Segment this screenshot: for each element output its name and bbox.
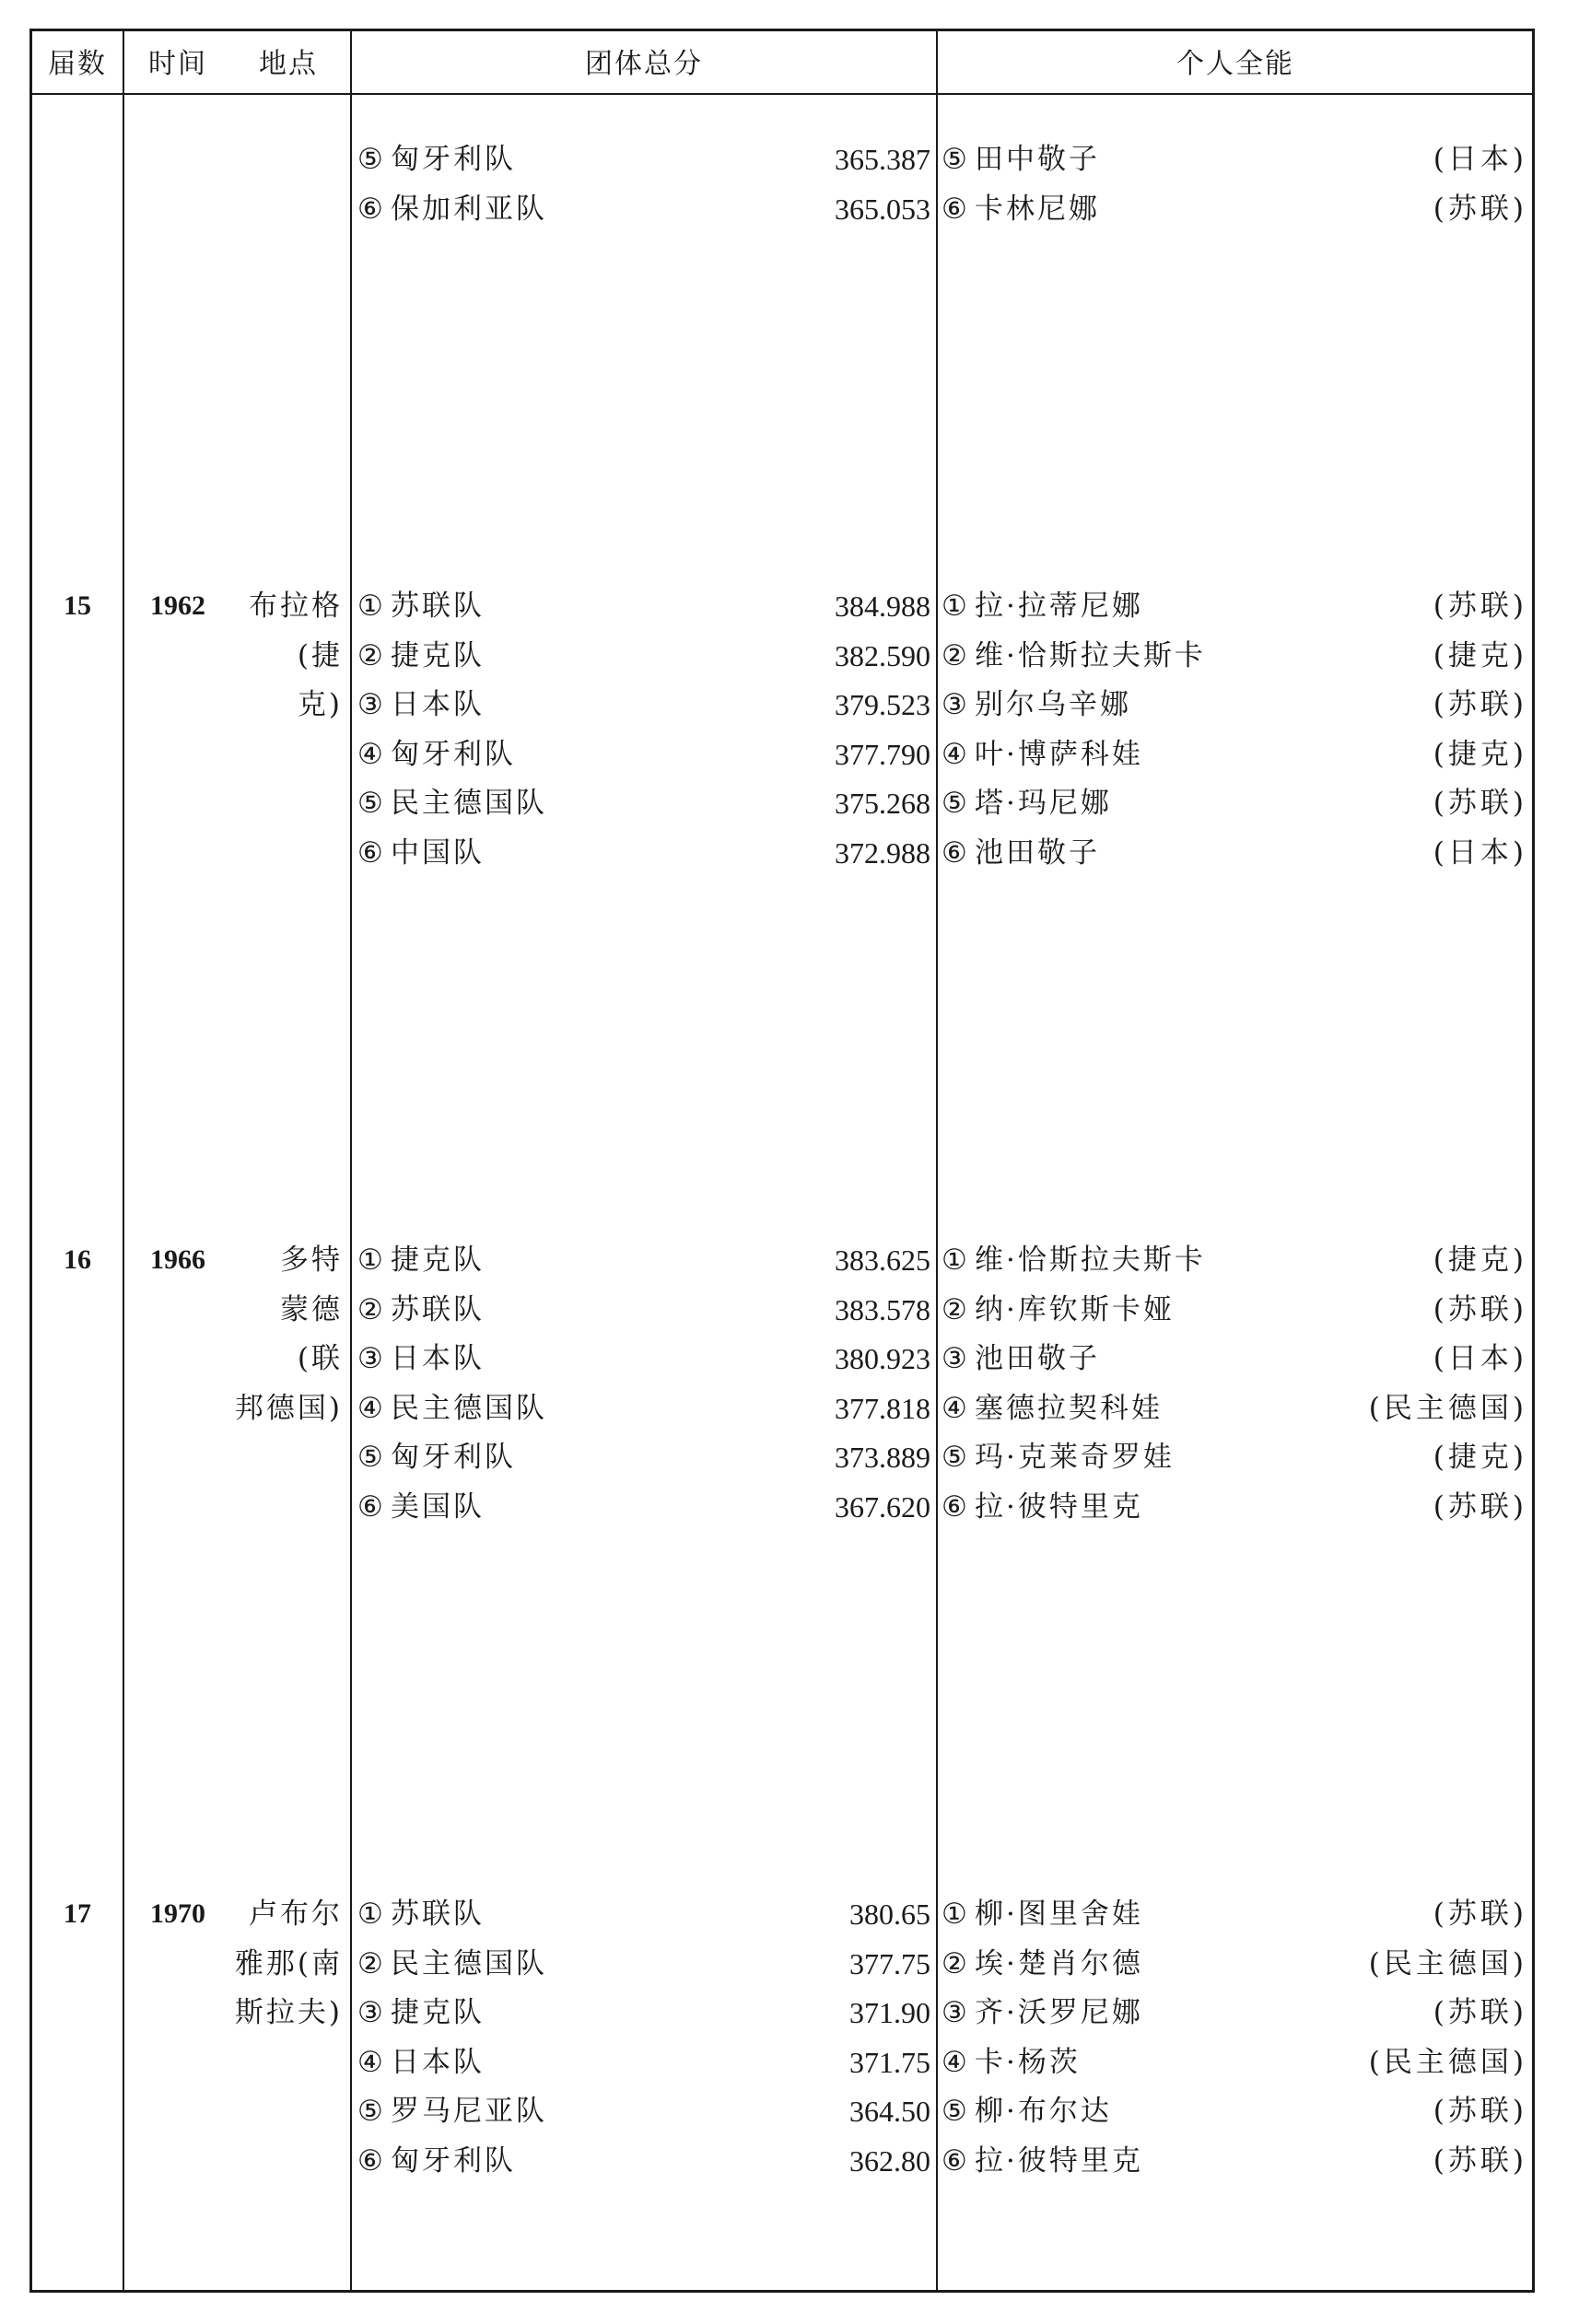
athlete-rank: ⑤ [942,1441,970,1475]
team-rank: ⑥ [357,1490,386,1524]
athlete-rank: ④ [942,1391,970,1425]
athlete-name: 齐·沃罗尼娜 [975,1996,1143,2030]
athlete-country: (捷克) [1433,737,1527,771]
place-line: (捷 [297,638,343,672]
athlete-rank: ② [942,1292,970,1326]
athlete-name: 卡·杨茨 [975,2045,1081,2079]
team-rank: ④ [357,1391,386,1425]
team-rank: ② [357,1292,386,1326]
team-score: 380.923 [835,1342,930,1376]
team-score: 375.268 [835,787,930,821]
place-line: 多特 [280,1244,343,1277]
team-rank: ⑤ [357,1441,386,1475]
edition-number: 17 [64,1898,91,1929]
athlete-country: (苏联) [1433,2144,1527,2178]
team-rank: ③ [357,688,386,722]
athlete-rank: ② [942,638,970,672]
team-score: 373.889 [835,1441,930,1475]
athlete-rank: ① [942,1244,970,1277]
header-edition: 届数 [48,48,107,80]
athlete-country: (捷克) [1433,638,1527,672]
team-name: 日本队 [391,1342,485,1376]
athlete-name: 塞德拉契科娃 [975,1391,1163,1425]
year: 1966 [150,1244,205,1275]
athlete-country: (日本) [1433,1342,1527,1376]
athlete-name: 维·恰斯拉夫斯卡 [975,638,1206,672]
team-score: 365.053 [835,192,930,226]
team-score: 367.620 [835,1490,930,1524]
team-name: 保加利亚队 [391,192,547,226]
athlete-name: 柳·图里舍娃 [975,1898,1143,1931]
team-score: 377.75 [849,1946,930,1980]
athlete-country: (捷克) [1433,1441,1527,1475]
team-name: 中国队 [391,836,485,870]
athlete-country: (苏联) [1433,688,1527,722]
team-score: 371.90 [849,1996,930,2030]
athlete-rank: ⑥ [942,2144,970,2178]
team-name: 民主德国队 [391,787,547,821]
athlete-name: 池田敬子 [975,1342,1100,1376]
team-name: 匈牙利队 [391,1441,516,1475]
team-score: 372.988 [835,836,930,870]
divider-edition-time [123,29,124,2293]
team-rank: ⑤ [357,143,386,176]
athlete-name: 玛·克莱奇罗娃 [975,1441,1175,1475]
team-score: 365.387 [835,143,930,176]
team-name: 苏联队 [391,1898,485,1931]
athlete-rank: ④ [942,2045,970,2079]
team-name: 民主德国队 [391,1391,547,1425]
athlete-country: (苏联) [1433,2095,1527,2129]
team-rank: ⑥ [357,2144,386,2178]
edition-number: 16 [64,1244,91,1275]
athlete-name: 拉·彼特里克 [975,1490,1143,1524]
athlete-rank: ③ [942,1996,970,2030]
athlete-rank: ⑤ [942,2095,970,2129]
team-score: 364.50 [849,2095,930,2129]
team-score: 383.625 [835,1244,930,1277]
athlete-name: 叶·博萨科娃 [975,737,1143,771]
athlete-country: (苏联) [1433,192,1527,226]
athlete-rank: ③ [942,1342,970,1376]
athlete-country: (民主德国) [1368,1946,1527,1980]
team-rank: ③ [357,1342,386,1376]
team-score: 362.80 [849,2144,930,2178]
athlete-country: (捷克) [1433,1244,1527,1277]
team-rank: ⑥ [357,836,386,870]
athlete-rank: ⑤ [942,143,970,176]
athlete-country: (日本) [1433,836,1527,870]
header-place: 地点 [259,48,318,80]
athlete-country: (苏联) [1433,1996,1527,2030]
year: 1962 [150,590,205,621]
athlete-country: (民主德国) [1368,1391,1527,1425]
team-name: 苏联队 [391,590,485,623]
team-name: 苏联队 [391,1292,485,1326]
team-name: 日本队 [391,688,485,722]
place-line: 卢布尔 [249,1898,343,1931]
team-name: 匈牙利队 [391,143,516,176]
team-rank: ① [357,590,386,623]
athlete-name: 拉·拉蒂尼娜 [975,590,1143,623]
team-rank: ⑤ [357,2095,386,2129]
athlete-country: (苏联) [1433,787,1527,821]
team-score: 371.75 [849,2045,930,2079]
team-rank: ① [357,1244,386,1277]
team-rank: ④ [357,737,386,771]
athlete-name: 田中敬子 [975,143,1100,176]
team-score: 380.65 [849,1898,930,1931]
header-time: 时间 [148,48,207,80]
athlete-country: (民主德国) [1368,2045,1527,2079]
team-rank: ③ [357,1996,386,2030]
team-name: 日本队 [391,2045,485,2079]
place-line: 邦德国) [234,1391,343,1425]
header-individual-all-around: 个人全能 [1176,48,1294,80]
place-line: 蒙德 [280,1292,343,1326]
place-line: 克) [297,688,343,722]
team-name: 罗马尼亚队 [391,2095,547,2129]
athlete-name: 池田敬子 [975,836,1100,870]
team-score: 377.818 [835,1391,930,1425]
athlete-rank: ④ [942,737,970,771]
team-rank: ⑤ [357,787,386,821]
team-rank: ② [357,1946,386,1980]
athlete-country: (苏联) [1433,1898,1527,1931]
team-rank: ⑥ [357,192,386,226]
athlete-name: 埃·楚肖尔德 [975,1946,1143,1980]
year: 1970 [150,1898,205,1929]
athlete-name: 塔·玛尼娜 [975,787,1112,821]
team-name: 捷克队 [391,638,485,672]
place-line: 雅那(南 [234,1946,343,1980]
team-score: 377.790 [835,737,930,771]
athlete-name: 卡林尼娜 [975,192,1100,226]
athlete-country: (苏联) [1433,1490,1527,1524]
athlete-name: 纳·库钦斯卡娅 [975,1292,1175,1326]
team-name: 匈牙利队 [391,2144,516,2178]
team-rank: ④ [357,2045,386,2079]
athlete-name: 拉·彼特里克 [975,2144,1143,2178]
header-team-total: 团体总分 [585,48,703,80]
divider-place-team [350,29,352,2293]
team-name: 捷克队 [391,1244,485,1277]
athlete-rank: ③ [942,688,970,722]
team-name: 匈牙利队 [391,737,516,771]
team-score: 379.523 [835,688,930,722]
athlete-rank: ⑥ [942,836,970,870]
athlete-country: (苏联) [1433,590,1527,623]
athlete-rank: ① [942,590,970,623]
athlete-name: 维·恰斯拉夫斯卡 [975,1244,1206,1277]
athlete-name: 别尔乌辛娜 [975,688,1131,722]
place-line: 斯拉夫) [234,1996,343,2030]
team-rank: ① [357,1898,386,1931]
team-score: 384.988 [835,590,930,623]
athlete-rank: ⑥ [942,1490,970,1524]
athlete-rank: ② [942,1946,970,1980]
divider-team-individual [936,29,938,2293]
place-line: (联 [297,1342,343,1376]
athlete-name: 柳·布尔达 [975,2095,1112,2129]
athlete-rank: ⑥ [942,192,970,226]
team-score: 383.578 [835,1292,930,1326]
athlete-country: (日本) [1433,143,1527,176]
place-line: 布拉格 [249,590,343,623]
athlete-rank: ⑤ [942,787,970,821]
edition-number: 15 [64,590,91,621]
athlete-country: (苏联) [1433,1292,1527,1326]
team-rank: ② [357,638,386,672]
team-name: 捷克队 [391,1996,485,2030]
team-name: 民主德国队 [391,1946,547,1980]
team-name: 美国队 [391,1490,485,1524]
team-score: 382.590 [835,638,930,672]
athlete-rank: ① [942,1898,970,1931]
header-separator [29,93,1535,95]
